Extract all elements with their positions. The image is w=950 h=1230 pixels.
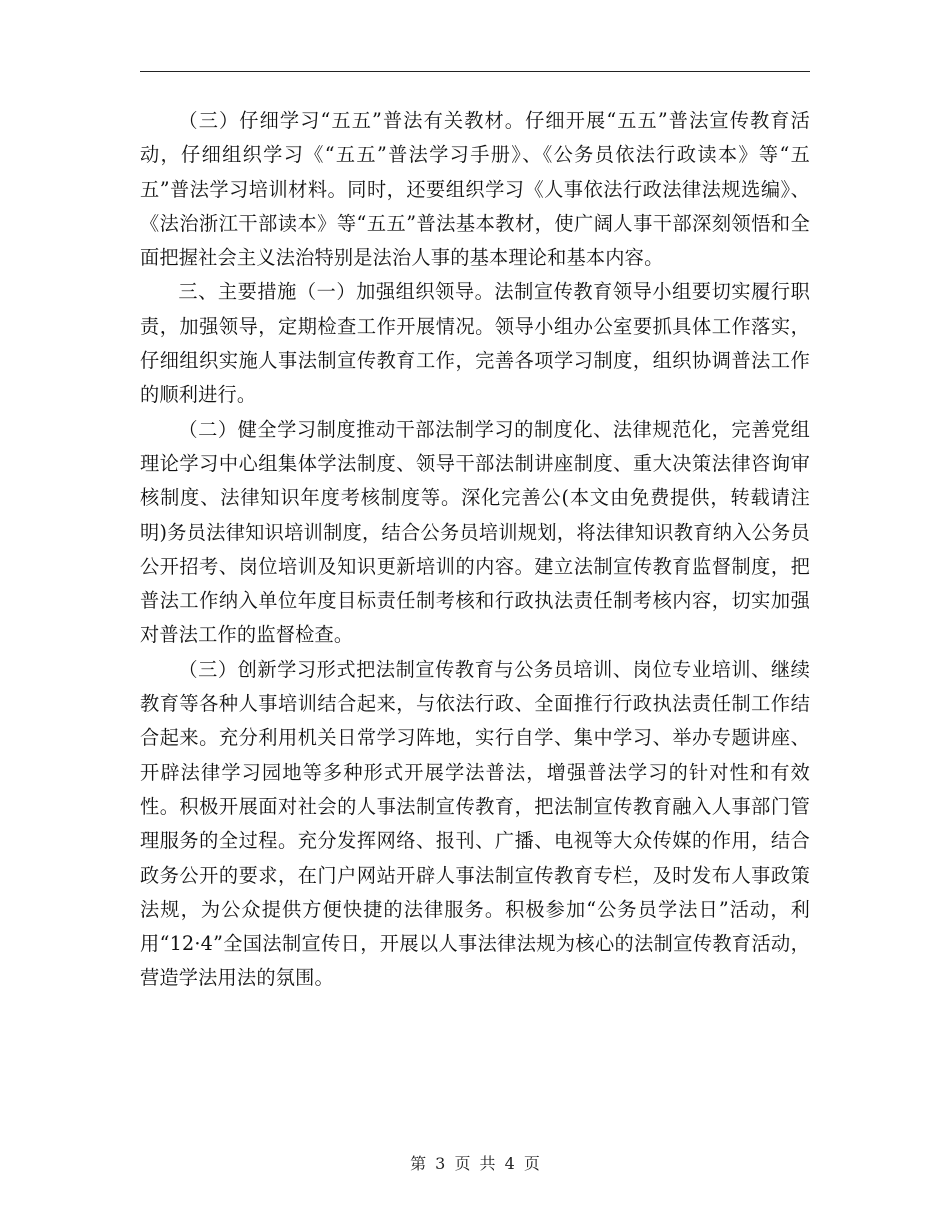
paragraph-1: （三）仔细学习“五五”普法有关教材。仔细开展“五五”普法宣传教育活动，仔细组织学习《“五五”普法学习手册》、《公务员依法行政读本》等“五五”普法学习培训材料。同时，还要组织学习《人事依法行政法律法规选编》、《法治浙江干部读本》等“五五”普法基本教材，使广阔人事干部深刻领悟和全面把握社会主义法治特别是法治人事的基本理论和基本内容。 <box>140 109 810 270</box>
paragraph-2: 三、主要措施（一）加强组织领导。法制宣传教育领导小组要切实履行职责，加强领导，定期检查工作开展情况。领导小组办公室要抓具体工作落实，仔细组织实施人事法制宣传教育工作，完善各项学习制度，组织协调普法工作的顺利进行。 <box>140 280 810 407</box>
page-number: 第 3 页 共 4 页 <box>410 1154 540 1173</box>
header-rule <box>140 71 810 72</box>
document-body <box>140 104 810 996</box>
paragraph-4: （三）创新学习形式把法制宣传教育与公务员培训、岗位专业培训、继续教育等各种人事培训结合起来，与依法行政、全面推行行政执法责任制工作结合起来。充分利用机关日常学习阵地，实行自学、集中学习、举办专题讲座、开辟法律学习园地等多种形式开展学法普法，增强普法学习的针对性和有效性。积极开展面对社会的人事法制宣传教育，把法制宣传教育融入人事部门管理服务的全过程。充分发挥网络、报刊、广播、电视等大众传媒的作用，结合政务公开的要求，在门户网站开辟人事法制宣传教育专栏，及时发布人事政策法规，为公众提供方便快捷的法律服务。积极参加“公务员学法日”活动，利用“12·4”全国法制宣传日，开展以人事法律法规为核心的法制宣传教育活动，营造学法用法的氛围。 <box>140 657 810 990</box>
paragraph-3: （二）健全学习制度推动干部法制学习的制度化、法律规范化，完善党组理论学习中心组集体学法制度、领导干部法制讲座制度、重大决策法律咨询审核制度、法律知识年度考核制度等。深化完善公(本文由免费提供，转载请注明)务员法律知识培训制度，结合公务员培训规划，将法律知识教育纳入公务员公开招考、岗位培训及知识更新培训的内容。建立法制宣传教育监督制度，把普法工作纳入单位年度目标责任制考核和行政执法责任制考核内容，切实加强对普法工作的监督检查。 <box>140 417 810 647</box>
